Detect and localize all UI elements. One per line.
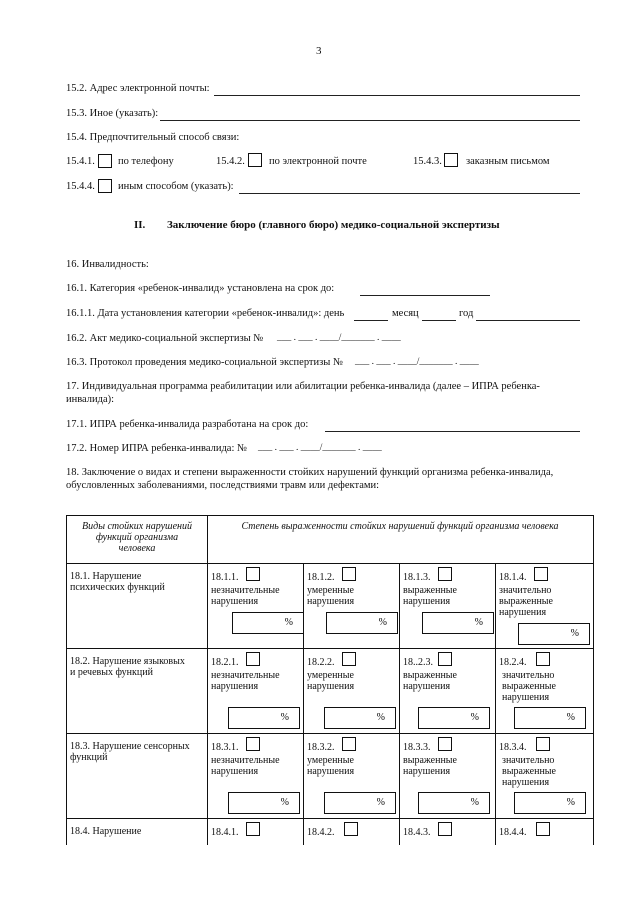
impairment-3-3-checkbox[interactable] — [438, 737, 452, 751]
impairment-1-1-checkbox[interactable] — [246, 567, 260, 581]
page-number: 3 — [316, 45, 322, 57]
conclusion-line1: 18. Заключение о видах и степени выраженности стойких нарушений функций организма ребенка-инвалида, — [66, 467, 554, 478]
impairment-1-2-percent[interactable]: % — [326, 612, 398, 634]
category-year-label: год — [459, 308, 474, 319]
ipra-label-line1: 17. Индивидуальная программа реабилитации или абилитации ребенка-инвалида (далее – ИПРА ребенка- — [66, 381, 540, 392]
mse-protocol-label: 16.3. Протокол проведения медико-социальной экспертизы № — [66, 357, 343, 368]
ipra-term-label: 17.1. ИПРА ребенка-инвалида разработана на срок до: — [66, 419, 309, 430]
row-name-4: 18.4. Нарушение — [70, 826, 142, 837]
cell-text: незначительные нарушения — [211, 585, 280, 607]
other-label: 15.3. Иное (указать): — [66, 108, 159, 119]
ipra-label-line2: инвалида): — [66, 394, 115, 405]
impairment-3-4-checkbox[interactable] — [536, 737, 550, 751]
contact-other-checkbox[interactable] — [98, 179, 112, 193]
contact-method-label: 15.4. Предпочтительный способ связи: — [66, 132, 240, 143]
contact-email-text: по электронной почте — [269, 156, 367, 167]
contact-email-checkbox[interactable] — [248, 153, 262, 167]
impairment-2-2-checkbox[interactable] — [342, 652, 356, 666]
cell-text: значительно выраженные нарушения — [502, 755, 556, 788]
ipra-term-field[interactable] — [325, 431, 580, 432]
impairment-4-2-checkbox[interactable] — [344, 822, 358, 836]
table-header-left: Виды стойких нарушений функций организма человека — [82, 521, 192, 554]
category-month-field[interactable] — [422, 320, 456, 321]
cell-num: 18.3.4. — [499, 742, 527, 753]
category-day-field[interactable] — [354, 320, 388, 321]
impairment-1-2-checkbox[interactable] — [342, 567, 356, 581]
impairment-1-4-checkbox[interactable] — [534, 567, 548, 581]
cell-num: 18.4.2. — [307, 827, 335, 838]
mse-protocol-number-field[interactable]: ___ . ___ . ____/_______ . ____ — [355, 357, 479, 367]
cell-text: выраженные нарушения — [403, 755, 457, 777]
cell-num: 18.4.1. — [211, 827, 239, 838]
cell-text: умеренные нарушения — [307, 585, 355, 607]
category-date-label: 16.1.1. Дата установления категории «ребенок-инвалид»: день — [66, 308, 345, 319]
cell-num: 18.1.4. — [499, 572, 527, 583]
impairment-1-3-checkbox[interactable] — [438, 567, 452, 581]
cell-num: 18.1.1. — [211, 572, 239, 583]
category-term-label: 16.1. Категория «ребенок-инвалид» установлена на срок до: — [66, 283, 335, 294]
cell-text: значительно выраженные нарушения — [502, 670, 556, 703]
cell-num: 18.3.1. — [211, 742, 239, 753]
impairment-3-2-percent[interactable]: % — [324, 792, 396, 814]
cell-text: значительно выраженные нарушения — [499, 585, 553, 618]
contact-phone-text: по телефону — [118, 156, 174, 167]
row-name-sensory: 18.3. Нарушение сенсорных функций — [70, 741, 190, 763]
contact-phone-num: 15.4.1. — [66, 156, 95, 167]
cell-text: незначительные нарушения — [211, 755, 280, 777]
impairment-2-3-checkbox[interactable] — [438, 652, 452, 666]
cell-text: выраженные нарушения — [403, 670, 457, 692]
row-name-speech: 18.2. Нарушение языковых и речевых функций — [70, 656, 185, 678]
cell-text: выраженные нарушения — [403, 585, 457, 607]
cell-num: 18.1.2. — [307, 572, 335, 583]
impairment-2-4-percent[interactable]: % — [514, 707, 586, 729]
impairment-4-1-checkbox[interactable] — [246, 822, 260, 836]
cell-num: 18.1.3. — [403, 572, 431, 583]
cell-text: незначительные нарушения — [211, 670, 280, 692]
impairment-4-4-checkbox[interactable] — [536, 822, 550, 836]
conclusion-line2: обусловленных заболеваниями, последствиями травм или дефектами: — [66, 480, 380, 491]
ipra-number-label: 17.2. Номер ИПРА ребенка-инвалида: № — [66, 443, 248, 454]
cell-num: 18.2.4. — [499, 657, 527, 668]
impairment-2-1-percent[interactable]: % — [228, 707, 300, 729]
disability-label: 16. Инвалидность: — [66, 259, 149, 270]
cell-num: 18.3.2. — [307, 742, 335, 753]
contact-other-text: иным способом (указать): — [118, 181, 234, 192]
impairment-3-4-percent[interactable]: % — [514, 792, 586, 814]
mse-act-label: 16.2. Акт медико-социальной экспертизы № — [66, 333, 264, 344]
impairment-1-3-percent[interactable]: % — [422, 612, 494, 634]
impairment-2-1-checkbox[interactable] — [246, 652, 260, 666]
contact-letter-num: 15.4.3. — [413, 156, 442, 167]
cell-num: 18.4.4. — [499, 827, 527, 838]
impairment-3-1-checkbox[interactable] — [246, 737, 260, 751]
contact-phone-checkbox[interactable] — [98, 154, 112, 168]
ipra-number-field[interactable]: ___ . ___ . ____/_______ . ____ — [258, 443, 382, 453]
email-label: 15.2. Адрес электронной почты: — [66, 83, 210, 94]
cell-num: 18.2.1. — [211, 657, 239, 668]
category-month-label: месяц — [392, 308, 419, 319]
impairment-3-2-checkbox[interactable] — [342, 737, 356, 751]
contact-email-num: 15.4.2. — [216, 156, 245, 167]
contact-letter-text: заказным письмом — [466, 156, 550, 167]
impairment-2-2-percent[interactable]: % — [324, 707, 396, 729]
cell-num: 18.4.3. — [403, 827, 431, 838]
impairment-2-3-percent[interactable]: % — [418, 707, 490, 729]
email-field[interactable] — [214, 95, 580, 96]
impairment-3-1-percent[interactable]: % — [228, 792, 300, 814]
impairment-2-4-checkbox[interactable] — [536, 652, 550, 666]
cell-num: 18.3.3. — [403, 742, 431, 753]
other-field[interactable] — [160, 120, 580, 121]
row-name-mental: 18.1. Нарушение психических функций — [70, 571, 165, 593]
section-title: Заключение бюро (главного бюро) медико-социальной экспертизы — [167, 219, 500, 231]
cell-num: 18.2.2. — [307, 657, 335, 668]
impairment-4-3-checkbox[interactable] — [438, 822, 452, 836]
category-year-field[interactable] — [476, 320, 580, 321]
table-header-right: Степень выраженности стойких нарушений функций организма человека — [241, 521, 559, 532]
cell-num: 18..2.3. — [403, 657, 433, 668]
section-number: II. — [134, 219, 146, 231]
cell-text: умеренные нарушения — [307, 670, 355, 692]
contact-letter-checkbox[interactable] — [444, 153, 458, 167]
contact-other-num: 15.4.4. — [66, 181, 95, 192]
mse-act-number-field[interactable]: ___ . ___ . ____/_______ . ____ — [277, 333, 401, 343]
impairment-1-4-percent[interactable]: % — [518, 623, 590, 645]
cell-text: умеренные нарушения — [307, 755, 355, 777]
impairment-3-3-percent[interactable]: % — [418, 792, 490, 814]
category-term-field[interactable] — [360, 295, 490, 296]
impairment-1-1-percent[interactable]: % — [232, 612, 304, 634]
contact-other-field[interactable] — [239, 193, 580, 194]
